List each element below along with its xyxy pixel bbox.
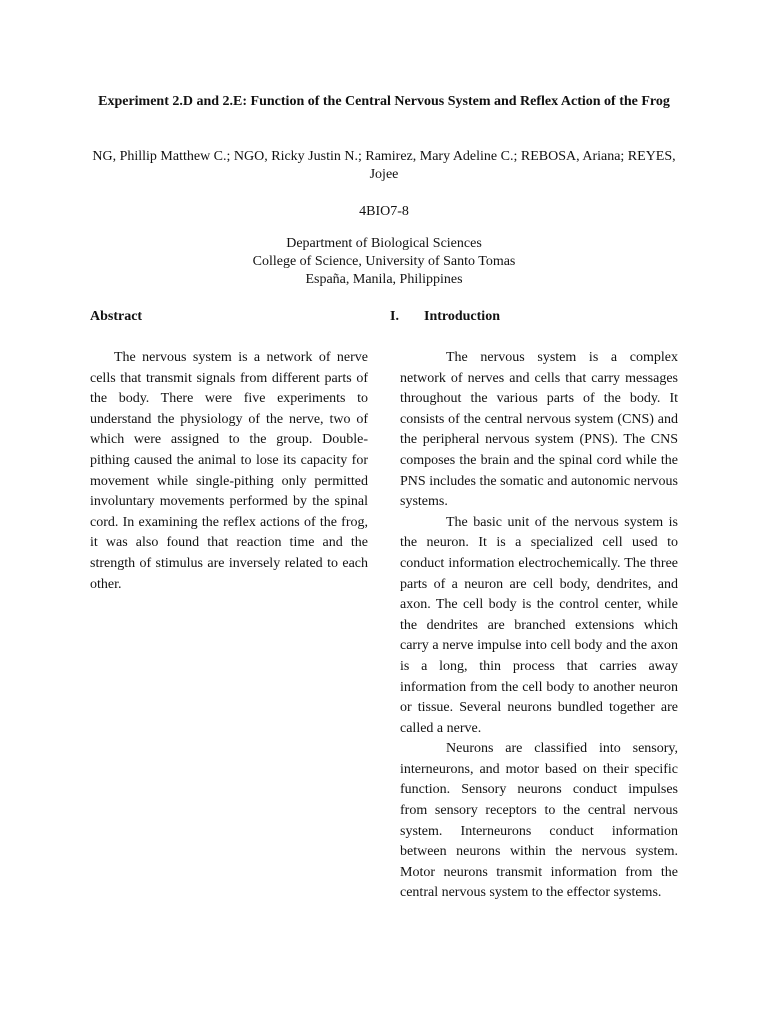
abstract-column: [90, 308, 368, 595]
paper-title: Experiment 2.D and 2.E: Function of the Central Nervous System and Reflex Action of the Frog: [98, 94, 670, 109]
introduction-paragraph: The nervous system is a complex network of nerves and cells that carry messages throughout the various parts of the body. It consists of the central nervous system (CNS) and the peripheral nervous system (PNS). The CNS composes the brain and the spinal cord while the PNS includes the somatic and autonomic nervous systems.: [400, 350, 678, 510]
abstract-heading: Abstract: [90, 309, 143, 324]
section-number: I.: [390, 309, 399, 324]
affiliation-department: Department of Biological Sciences: [286, 236, 482, 251]
abstract-text: The nervous system is a network of nerve cells that transmit signals from different parts of the body. There were five experiments to understand the physiology of the nerve, two of which were assigned to the group. Double-pithing caused the animal to lose its capacity for movement while single-pithing only permitted involuntary movements performed by the spinal cord. In examining the reflex actions of the frog, it was also found that reaction time and the strength of stimulus are inversely related to each other.: [90, 350, 368, 592]
introduction-column: [390, 308, 678, 904]
author-list: NG, Phillip Matthew C.; NGO, Ricky Justin N.; Ramirez, Mary Adeline C.; REBOSA, Ariana; REYES, Jojee: [92, 149, 676, 182]
section-code: 4BIO7-8: [359, 204, 409, 219]
introduction-body: [400, 348, 678, 904]
affiliation-location: España, Manila, Philippines: [305, 272, 463, 287]
introduction-heading: [390, 308, 678, 326]
section-title: Introduction: [424, 309, 500, 324]
introduction-paragraph: The basic unit of the nervous system is the neuron. It is a specialized cell used to conduct information electrochemically. The three parts of a neuron are cell body, dendrites, and axon. The cell body is the control center, while the dendrites are branched extensions which carry a nerve impulse into cell body and the axon is a long, thin process that carries away information from the cell body to another neuron or tissue. Several neurons bundled together are called a nerve.: [400, 514, 678, 736]
affiliation-college: College of Science, University of Santo Tomas: [252, 254, 516, 269]
affiliation-block: [80, 235, 688, 289]
introduction-paragraph: Neurons are classified into sensory, interneurons, and motor based on their specific function. Sensory neurons conduct impulses from sensory receptors to the central nervous system. Interneurons conduct information between neurons within the nervous system. Motor neurons transmit information from the central nervous system to the effector systems.: [400, 741, 678, 901]
